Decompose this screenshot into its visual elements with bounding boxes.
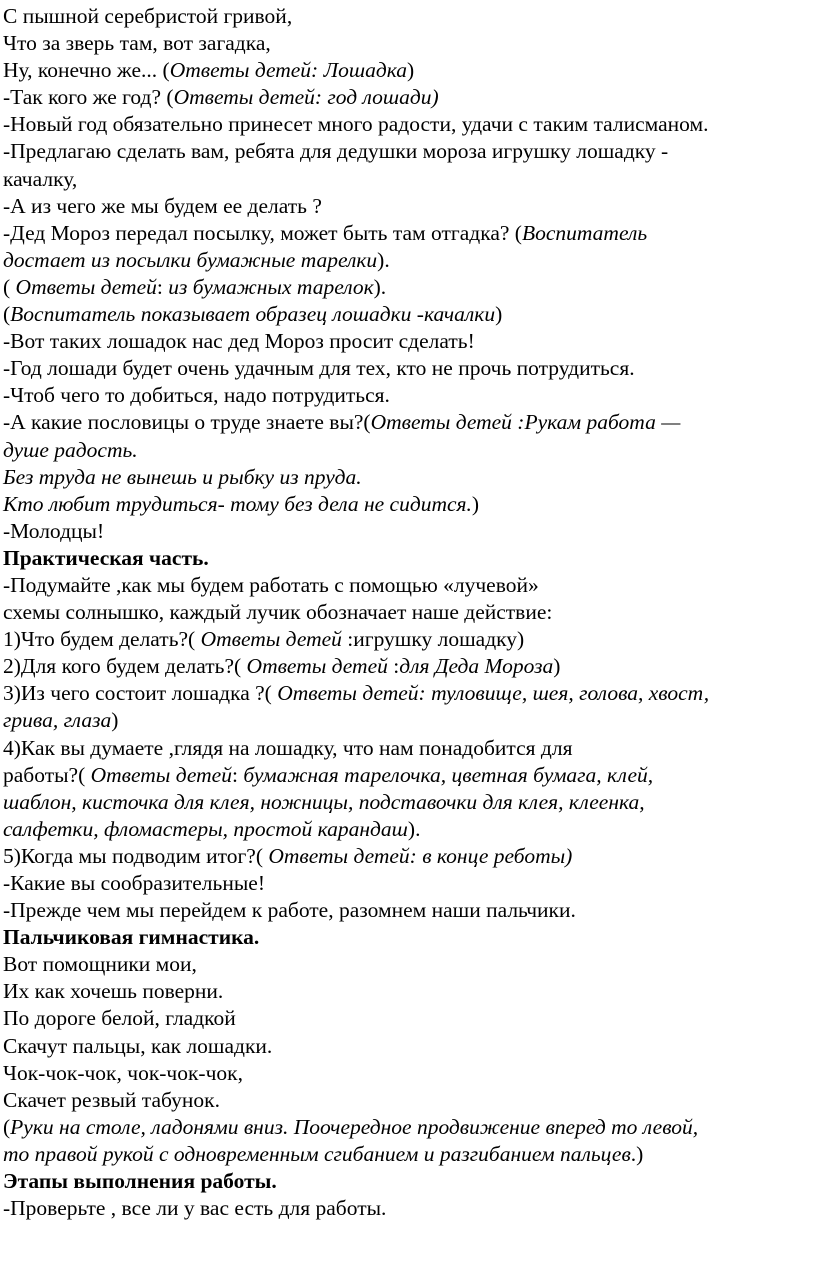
text-line (3, 1141, 812, 1168)
body-text: -Дед Мороз передал посылку, может быть там отгадка? ( (3, 220, 522, 245)
body-text: ). (407, 816, 421, 841)
body-text: : (387, 654, 400, 679)
italic-text: Ответы детей: в конце реботы) (268, 843, 573, 868)
text-line (3, 274, 812, 301)
body-text: -Молодцы! (3, 518, 105, 543)
body-text: ) (407, 58, 415, 83)
italic-text: Ответы детей: Лошадка (169, 58, 408, 83)
text-line (3, 707, 812, 734)
text-line (3, 138, 812, 165)
text-line (3, 247, 812, 274)
body-text: -Так кого же год? ( (3, 85, 174, 110)
text-line (3, 653, 812, 680)
text-line (3, 626, 812, 653)
italic-text: бумажная тарелочка, цветная бумага, клей, (243, 762, 654, 787)
text-line (3, 328, 812, 355)
text-line (3, 220, 812, 247)
body-text: -Какие вы сообразительные! (3, 871, 265, 895)
text-line (3, 978, 812, 1005)
body-text: 3)Из чего состоит лошадка ?( (3, 681, 278, 706)
body-text: С пышной серебристой гривой, (3, 4, 293, 28)
text-line (3, 1033, 812, 1060)
body-text: качалку, (3, 166, 78, 191)
section-heading: Практическая часть. (3, 545, 209, 570)
text-line (3, 84, 812, 111)
text-line (3, 924, 812, 951)
body-text: 4)Как вы думаете ,глядя на лошадку, что нам понадобится для (3, 735, 573, 760)
text-line (3, 30, 812, 57)
text-line (3, 762, 812, 789)
text-line (3, 57, 812, 84)
body-text: Ну, конечно же... ( (3, 58, 170, 83)
italic-text: Воспитатель (521, 220, 648, 245)
body-text: ) (495, 302, 503, 327)
body-text: : (156, 274, 169, 299)
text-line (3, 897, 812, 924)
text-line (3, 3, 812, 30)
text-line (3, 951, 812, 978)
body-text: Что за зверь там, вот загадка, (3, 31, 271, 56)
italic-text: салфетки, фломастеры, простой карандаш (3, 816, 408, 841)
body-text: -Новый год обязательно принесет много радости, удачи с таким талисманом. (3, 112, 709, 137)
italic-text: из бумажных тарелок (168, 274, 374, 299)
italic-text: Ответы детей (246, 654, 388, 679)
text-line (3, 1060, 812, 1087)
body-text: -Предлагаю сделать вам, ребята для дедушки мороза игрушку лошадку - (3, 139, 669, 164)
body-text: Их как хочешь поверни. (3, 979, 224, 1004)
text-line (3, 1005, 812, 1032)
body-text: 2)Для кого будем делать?( (3, 654, 247, 679)
italic-text: Ответы детей (200, 627, 342, 652)
text-line (3, 680, 812, 707)
italic-text: достает из посылки бумажные тарелки (3, 247, 378, 272)
body-text: 5)Когда мы подводим итог?( (3, 843, 269, 868)
italic-text: для Деда Мороза (399, 654, 554, 679)
body-text: -Проверьте , все ли у вас есть для работы. (3, 1196, 387, 1221)
italic-text: грива, глаза (3, 708, 112, 733)
text-line (3, 355, 812, 382)
text-line (3, 111, 812, 138)
italic-text: душе радость. (3, 437, 138, 462)
italic-text: Ответы детей (90, 762, 232, 787)
italic-text: Воспитатель показывает образец лошадки -качалки (10, 302, 496, 327)
body-text: .) (630, 1141, 644, 1166)
body-text: : (231, 762, 244, 787)
text-line (3, 572, 812, 599)
text-line (3, 437, 812, 464)
italic-text: Ответы детей (15, 274, 157, 299)
body-text: Чок-чок-чок, чок-чок-чок, (3, 1060, 243, 1085)
text-line (3, 1168, 812, 1195)
body-text: По дороге белой, гладкой (3, 1006, 236, 1031)
body-text: ) (111, 708, 119, 733)
text-line (3, 518, 812, 545)
text-line (3, 166, 812, 193)
body-text: 1)Что будем делать?( (3, 627, 201, 652)
body-text: -Прежде чем мы перейдем к работе, разомнем наши пальчики. (3, 898, 576, 923)
italic-text: Без труда не вынешь и рыбку из пруда. (3, 464, 362, 489)
body-text: Вот помощники мои, (3, 952, 197, 977)
italic-text: Ответы детей: туловище, шея, голова, хвост, (277, 681, 710, 706)
text-line (3, 193, 812, 220)
body-text: Скачет резвый табунок. (3, 1087, 220, 1112)
body-text: ( (3, 302, 11, 327)
text-line (3, 599, 812, 626)
body-text: -Год лошади будет очень удачным для тех, кто не прочь потрудиться. (3, 356, 635, 381)
body-text: Скачут пальцы, как лошадки. (3, 1033, 273, 1058)
body-text: ) (553, 654, 561, 679)
italic-text: Кто любит трудиться- тому без дела не сидится. (3, 491, 472, 516)
italic-text: шаблон, кисточка для клея, ножницы, подставочки для клея, клеенка, (3, 789, 645, 814)
body-text: -Подумайте ,как мы будем работать с помощью «лучевой» (3, 572, 539, 597)
italic-text: Руки на столе, ладонями вниз. Поочередное продвижение вперед то левой, (10, 1114, 699, 1139)
body-text: -Вот таких лошадок нас дед Мороз просит сделать! (3, 329, 475, 354)
text-line (3, 491, 812, 518)
text-line (3, 545, 812, 572)
section-heading: Этапы выполнения работы. (3, 1169, 277, 1194)
section-heading: Пальчиковая гимнастика. (3, 925, 260, 950)
text-line (3, 1114, 812, 1141)
text-line (3, 843, 812, 870)
italic-text: Ответы детей: год лошади) (173, 85, 439, 110)
text-line (3, 409, 812, 436)
body-text: ) (471, 491, 480, 516)
body-text: -Чтоб чего то добиться, надо потрудиться. (3, 383, 390, 408)
body-text: ). (373, 274, 387, 299)
body-text: работы?( (3, 762, 91, 787)
text-line (3, 789, 812, 816)
body-text: :игрушку лошадку) (341, 627, 525, 652)
body-text: ( (3, 1114, 11, 1139)
body-text: -А из чего же мы будем ее делать ? (3, 193, 322, 218)
body-text: схемы солнышко, каждый лучик обозначает наше действие: (3, 600, 553, 625)
text-line (3, 1195, 812, 1222)
body-text: -А какие пословицы о труде знаете вы?( (3, 410, 371, 435)
text-line (3, 464, 812, 491)
body-text: ). (377, 247, 390, 272)
text-line (3, 816, 812, 843)
text-line (3, 382, 812, 409)
body-text: ( (3, 274, 16, 299)
italic-text: то правой рукой с одновременным сгибанием и разгибанием пальцев (3, 1141, 631, 1166)
text-line (3, 870, 812, 897)
text-line (3, 735, 812, 762)
text-line (3, 301, 812, 328)
text-line (3, 1087, 812, 1114)
italic-text: Ответы детей :Рукам работа — (370, 410, 681, 435)
